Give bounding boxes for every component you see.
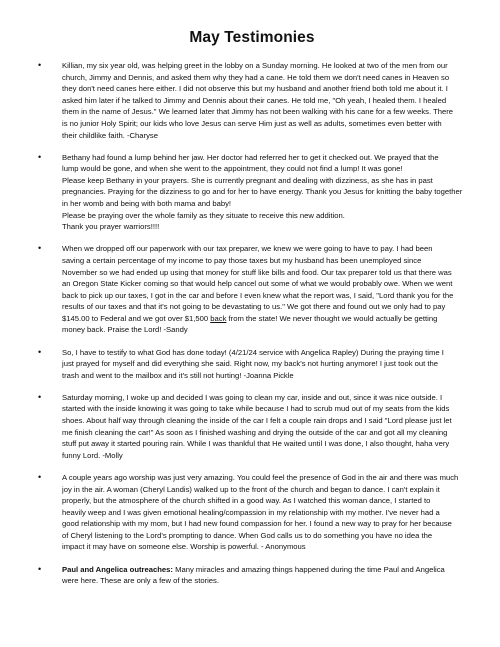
bullet-icon: • [38, 346, 42, 357]
bullet-icon: • [38, 243, 42, 254]
underlined-word: back [210, 313, 227, 323]
list-item [32, 152, 472, 233]
bullet-icon: • [38, 60, 42, 70]
text-line: in her womb and being with both mama and baby! [62, 199, 232, 209]
text-segment: from the state! We never thought we would actually be getting [226, 313, 438, 323]
text-line: pregnancies. Praying for the dizziness to go and for her to have energy. Thank you Jesus for knitting the baby together [62, 187, 463, 197]
text-line: them in the name of Jesus." We learned later that Jimmy has not been walking with his cane for a few weeks. There [62, 107, 454, 117]
text-line: stuff put away it started pouring rain. While I was thankful that He waited until I was done, I also thought, haha very [62, 439, 450, 449]
list-item [32, 392, 472, 462]
list-item [32, 60, 472, 141]
text-segment: $145.00 to Federal and we got over $1,500 [62, 313, 211, 323]
text-line: So, I have to testify to what God has done today! (4/21/24 service with Angelica Rapley) During the praying time I [62, 347, 444, 357]
bullet-icon: • [38, 391, 42, 402]
text-line: properly, but the atmosphere of the church shifted in a good way. As I watched this woman dance, I started to [62, 496, 431, 506]
list-item [32, 564, 472, 587]
text-line: joy in the air. A woman (Cheryl Landis) walked up to the front of the church and began to dance. I can't explain it [62, 484, 440, 494]
testimony-list [32, 60, 472, 587]
text-line: November so we had ended up using that money for stuff like bills and food. Our tax preparer told us that there was [62, 267, 452, 277]
text-line: Killian, my six year old, was helping greet in the lobby on a Sunday morning. He looked at two of the men from our [62, 61, 448, 70]
text-line: just prayed for myself and did everything she said. Right now, my back's not hurting anymore! I just took out the [62, 359, 439, 369]
bullet-icon: • [38, 151, 42, 162]
text-line: Saturday morning, I woke up and decided I was going to clean my car, inside and out, since it was nice outside. I [62, 392, 443, 402]
text-line: their childlike faith. -Charyse [62, 130, 158, 140]
text-line: were here. These are only a few of the stories. [62, 576, 219, 586]
list-item [32, 347, 472, 382]
text-line: me finish cleaning the car!" As soon as I finished washing and drying the outside of the car and got all my cleaning [62, 427, 448, 437]
bullet-icon: • [38, 563, 42, 574]
text-line: of Cheryl listening to the Lord's prompting to dance. When God calls us to do something you have no idea the [62, 530, 433, 540]
text-line: Bethany had found a lump behind her jaw. Her doctor had referred her to get it checked out. We prayed that the [62, 152, 439, 162]
text-line: When we dropped off our paperwork with our tax preparer, we knew we were going to have to pay. I had been [62, 244, 433, 254]
text-line: back to pick up our taxes, I got in the car and before I even knew what the report was, I said, "Lord thank you for the [62, 290, 454, 300]
text-line: trash and went to the mailbox and it's still not hurting! -Joanna Pickle [62, 370, 294, 380]
list-item [32, 472, 472, 553]
text-line: shoes. About half way through cleaning the inside of the car I felt a couple rain drops and I said "Lord please just let [62, 416, 452, 426]
text-line: Please keep Bethany in your prayers. She is currently pregnant and dealing with dizziness, as she has in past [62, 175, 433, 185]
text-line: started with the inside knowing it was going to take while because I had to scrub mud out of my seats from the kids [62, 404, 450, 414]
bullet-icon: • [38, 471, 42, 482]
text-line: results of our taxes and that it's not going to be devastating to us." We got there and found out we only had to pay [62, 302, 446, 312]
list-item [32, 243, 472, 336]
text-line: is no junior Holy Spirit; our kids who love Jesus can serve Him just as well as adults, sometimes even better with [62, 118, 442, 128]
text-line: Thank you prayer warriors!!!! [62, 222, 160, 232]
text-line: money back. Praise the Lord! -Sandy [62, 325, 188, 335]
text-line: lump would be gone, and when she went to the appointment, they could not find a lump! It was gone! [62, 164, 403, 174]
text-line [62, 564, 472, 576]
text-line: an Oregon State Kicker coming so that would help cancel out some of what we would probably owe. When we went [62, 279, 453, 289]
text-line: saving a certain percentage of my income to pay those taxes but my husband has been unemployed since [62, 255, 422, 265]
text-line: A couple years ago worship was just very amazing. You could feel the presence of God in the air and there was much [62, 472, 459, 482]
text-line: asked him later if he talked to Jimmy and Dennis about their canes. He told me, "Oh yeah, I healed them. I healed [62, 95, 447, 105]
text-line [62, 313, 472, 325]
page-title: May Testimonies [189, 29, 315, 46]
text-line: Please be praying over the whole family as they situate to receive this new addition. [62, 210, 345, 220]
bold-lead: Paul and Angelica outreaches: [62, 564, 173, 574]
text-line: funny Lord. -Molly [62, 450, 123, 460]
text-line: church, Jimmy and Dennis, and asked them why they had a cane. He told them we don't need canes in Heaven so [62, 72, 450, 82]
text-line: they don't need canes here either. I did not observe this but my husband and another friend both told me about it. I [62, 84, 448, 94]
text-line: heavily weep and I was given emotional healing/compassion in my relationship with my mother. I've never had a [62, 507, 440, 517]
text-segment: Many miracles and amazing things happened during the time Paul and Angelica [172, 564, 445, 574]
text-line: impact it may have on someone else. Worship is powerful. - Anonymous [62, 542, 306, 552]
text-line: good relationship with my mom, but I had new found compassion for her. I found a new way to pray for her because [62, 519, 452, 529]
